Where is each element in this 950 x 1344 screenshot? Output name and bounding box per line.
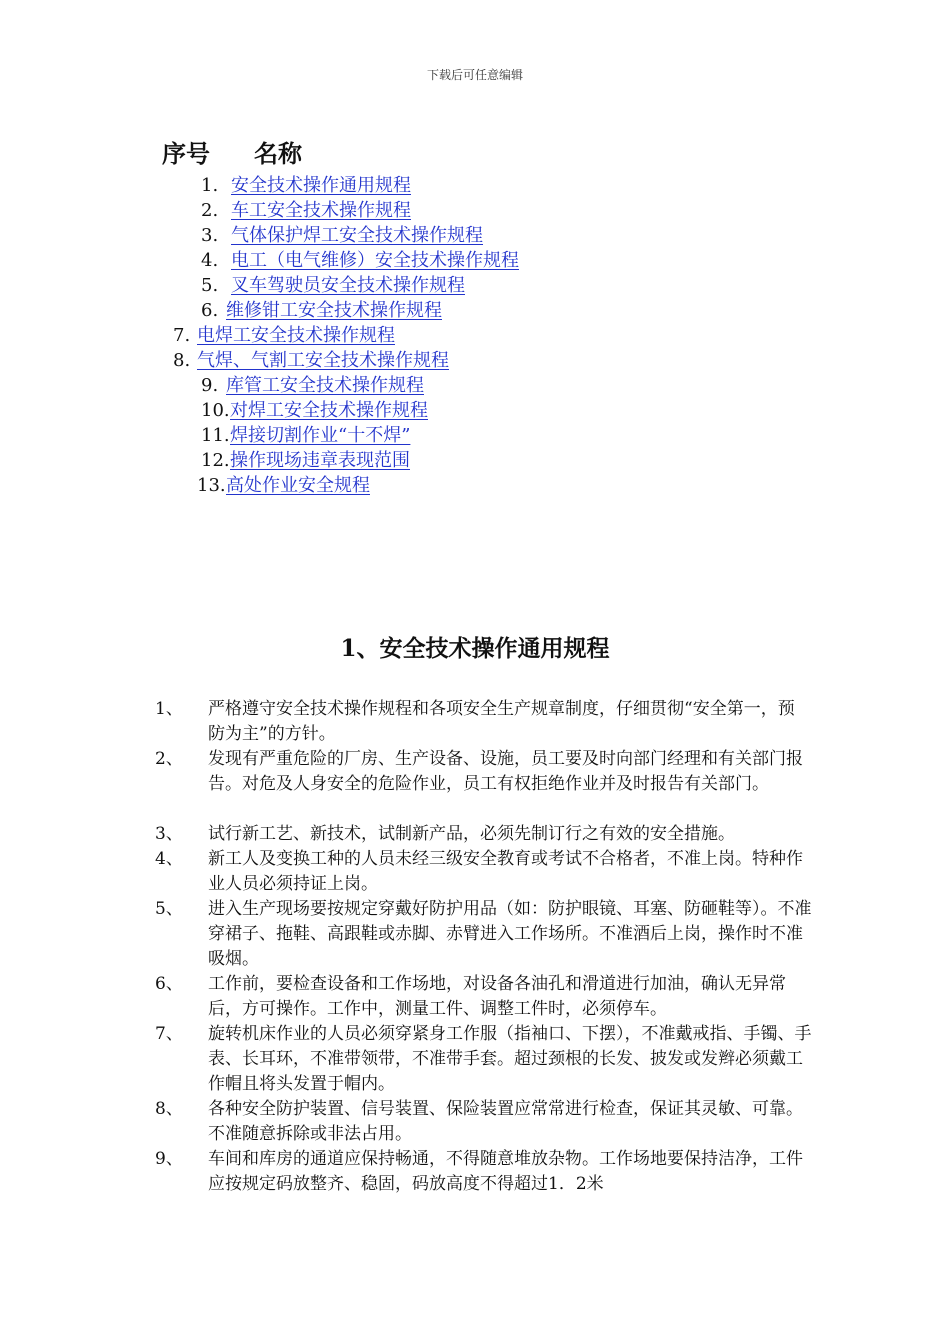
rule-number: 1、 [155,699,183,719]
toc-item-number: 8. [173,350,191,371]
toc-item-number: 10. [201,400,230,421]
rule-text: 试行新工艺、新技术，试制新产品，必须先制订行之有效的安全措施。 [208,824,735,844]
toc-item-link[interactable]: 高处作业安全规程 [226,475,370,496]
toc-item [173,323,395,348]
rule-text: 新工人及变换工种的人员未经三级安全教育或考试不合格者，不准上岗。特种作业人员必须持证上岗。 [208,849,803,894]
rule-text: 旋转机床作业的人员必须穿紧身工作服（指袖口、下摆），不准戴戒指、手镯、手表、长耳环，不准带领带，不准带手套。超过颈根的长发、披发或发辫必须戴工作帽且将头发置于帽内。 [208,1024,812,1094]
toc-item-link[interactable]: 对焊工安全技术操作规程 [230,400,428,421]
toc-item [201,198,411,223]
rule-number: 9、 [155,1149,183,1169]
rule-number: 3、 [155,824,183,844]
toc-item-link[interactable]: 焊接切割作业“十不焊” [230,425,411,446]
toc-item-link[interactable]: 维修钳工安全技术操作规程 [226,300,442,321]
rule-text: 工作前，要检查设备和工作场地，对设备各油孔和滑道进行加油，确认无异常后，方可操作。工作中，测量工件、调整工件时，必须停车。 [208,974,786,1019]
rule-number: 7、 [155,1024,183,1044]
toc-item [201,223,483,248]
toc-heading [162,134,302,169]
toc-item-link[interactable]: 电焊工安全技术操作规程 [197,325,395,346]
toc-heading-name: 名称 [254,139,302,168]
toc-heading-number: 序号 [162,139,210,168]
rule-text: 发现有严重危险的厂房、生产设备、设施，员工要及时向部门经理和有关部门报告。对危及人身安全的危险作业，员工有权拒绝作业并及时报告有关部门。 [208,749,803,794]
toc-item-number: 13. [197,475,226,496]
toc-item [201,423,410,448]
toc-item [173,348,449,373]
rule-number: 4、 [155,849,183,869]
rule-number: 6、 [155,974,183,994]
toc-item-link[interactable]: 车工安全技术操作规程 [231,200,411,221]
toc-item-number: 12. [201,450,230,471]
rule-number: 2、 [155,749,183,769]
toc-item-link[interactable]: 叉车驾驶员安全技术操作规程 [231,275,465,296]
toc-item-number: 2. [201,200,219,221]
toc-item-number: 5. [201,275,219,296]
rule-number: 8、 [155,1099,183,1119]
toc-item-link[interactable]: 电工（电气维修）安全技术操作规程 [231,250,519,271]
toc-item [197,473,370,498]
toc-item-link[interactable]: 气焊、气割工安全技术操作规程 [197,350,449,371]
page-header: 下载后可任意编辑 [426,68,523,82]
toc-item-link[interactable]: 操作现场违章表现范围 [230,450,410,471]
toc-item-number: 9. [201,375,219,396]
toc-item-number: 3. [201,225,219,246]
rule-text: 车间和库房的通道应保持畅通，不得随意堆放杂物。工作场地要保持洁净，工件应按规定码放整齐、稳固，码放高度不得超过1．2米 [208,1149,803,1194]
toc-item-number: 7. [173,325,191,346]
toc-item-link[interactable]: 气体保护焊工安全技术操作规程 [231,225,483,246]
toc-item [201,398,428,423]
toc-item [201,373,424,398]
toc-item-link[interactable]: 库管工安全技术操作规程 [226,375,424,396]
section-title: 1、安全技术操作通用规程 [340,635,610,662]
toc-item-number: 6. [201,300,219,321]
toc-item [201,248,519,273]
toc-item-number: 11. [201,425,230,446]
toc-item [201,298,442,323]
toc-item-link[interactable]: 安全技术操作通用规程 [231,175,411,196]
toc-item [201,273,465,298]
toc-item-number: 4. [201,250,219,271]
rule-number: 5、 [155,899,183,919]
rule-text: 严格遵守安全技术操作规程和各项安全生产规章制度，仔细贯彻“安全第一，预 防为主”的方针。 [208,699,795,744]
rule-text: 进入生产现场要按规定穿戴好防护用品（如：防护眼镜、耳塞、防砸鞋等）。不准穿裙子、拖鞋、高跟鞋或赤脚、赤臂进入工作场所。不准酒后上岗，操作时不准吸烟。 [208,899,812,969]
toc-item-number: 1. [201,175,219,196]
rule-text: 各种安全防护装置、信号装置、保险装置应常常进行检查，保证其灵敏、可靠。不准随意拆除或非法占用。 [208,1099,803,1144]
toc-item [201,173,411,198]
toc-item [201,448,410,473]
